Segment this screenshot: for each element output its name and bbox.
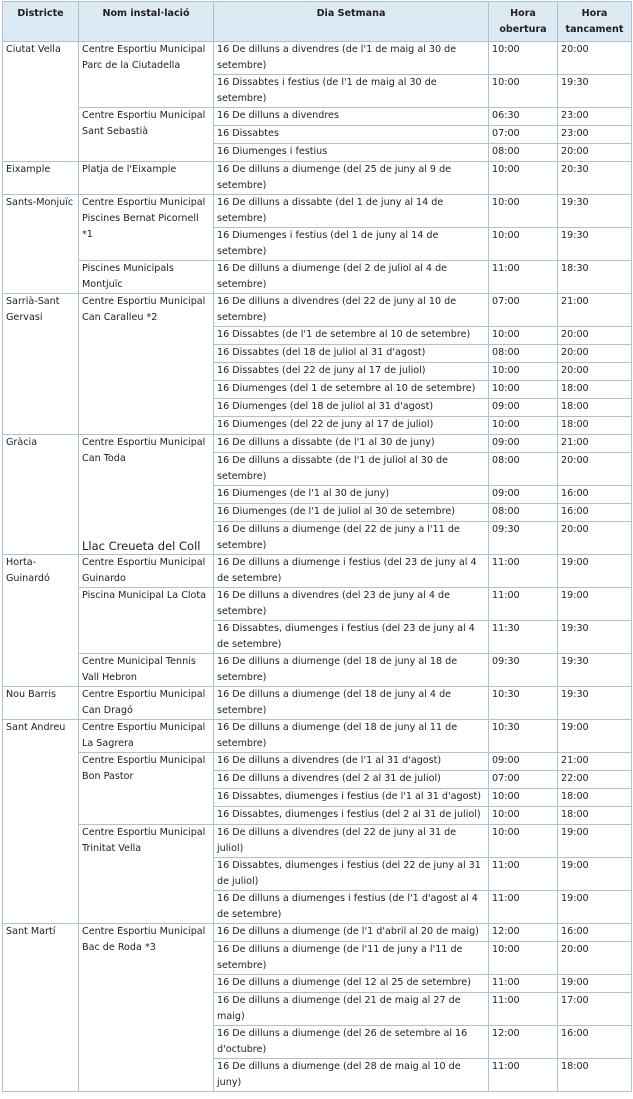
closing-time-cell: 23:00 — [558, 126, 632, 144]
district-cell: Sant Martí — [3, 924, 79, 1092]
closing-time-cell: 18:00 — [558, 399, 632, 417]
district-cell: Sants-Monjuïc — [3, 195, 79, 294]
opening-time-cell: 11:00 — [489, 858, 558, 891]
day-cell: 16 De dilluns a diumenge (del 25 de juny al 9 de setembre) — [214, 162, 489, 195]
opening-time-cell: 08:00 — [489, 453, 558, 486]
day-cell: 16 Dissabtes, diumenges i festius (de l'1 al 31 d'agost) — [214, 789, 489, 807]
day-cell: 16 Dissabtes, diumenges i festius (del 22 de juny al 31 de juliol) — [214, 858, 489, 891]
day-cell: 16 De dilluns a divendres (del 2 al 31 de juliol) — [214, 771, 489, 789]
facility-name: Piscina Municipal La Clota — [82, 590, 207, 601]
day-cell: 16 De dilluns a divendres (del 22 de juny al 31 de juliol) — [214, 825, 489, 858]
table-row — [3, 435, 632, 453]
day-cell: 16 De dilluns a divendres (del 23 de juny al 4 de setembre) — [214, 588, 489, 621]
day-cell: 16 Diumenges (de l'1 al 30 de juny) — [214, 486, 489, 504]
table-body — [3, 42, 632, 1092]
closing-time-cell: 22:00 — [558, 771, 632, 789]
day-cell: 16 Diumenges (del 18 de juliol al 31 d'agost) — [214, 399, 489, 417]
header-row — [3, 2, 632, 42]
closing-time-cell: 19:30 — [558, 621, 632, 654]
closing-time-cell: 19:30 — [558, 75, 632, 108]
opening-time-cell: 10:30 — [489, 687, 558, 720]
day-cell: 16 Dissabtes, diumenges i festius (del 23 de juny al 4 de setembre) — [214, 621, 489, 654]
closing-time-cell: 19:30 — [558, 228, 632, 261]
district-cell: Horta-Guinardó — [3, 555, 79, 687]
facility-name: Centre Esportiu Municipal Sant Sebastià — [82, 110, 206, 137]
opening-time-cell: 10:00 — [489, 75, 558, 108]
day-cell: 16 Diumenges i festius — [214, 144, 489, 162]
facility-cell — [79, 687, 214, 720]
opening-time-cell: 08:00 — [489, 144, 558, 162]
day-cell: 16 Diumenges (de l'1 de juliol al 30 de setembre) — [214, 504, 489, 522]
day-cell: 16 Dissabtes (del 22 de juny al 17 de juliol) — [214, 363, 489, 381]
facility-cell — [79, 924, 214, 1092]
day-cell: 16 Dissabtes i festius (de l'1 de maig al 30 de setembre) — [214, 75, 489, 108]
opening-time-cell: 10:00 — [489, 942, 558, 975]
opening-time-cell: 11:00 — [489, 555, 558, 588]
facility-name: Centre Esportiu Municipal Bon Pastor — [82, 755, 206, 782]
closing-time-cell: 19:30 — [558, 654, 632, 687]
closing-time-cell: 18:30 — [558, 261, 632, 294]
day-cell: 16 Diumenges (del 1 de setembre al 10 de setembre) — [214, 381, 489, 399]
day-cell: 16 De dilluns a diumenge (del 12 al 25 de setembre) — [214, 975, 489, 993]
table-row — [3, 195, 632, 228]
opening-time-cell: 10:00 — [489, 807, 558, 825]
opening-time-cell: 10:00 — [489, 381, 558, 399]
closing-time-cell: 18:00 — [558, 417, 632, 435]
table-row — [3, 42, 632, 75]
closing-time-cell: 23:00 — [558, 108, 632, 126]
closing-time-cell: 19:00 — [558, 975, 632, 993]
facility-cell — [79, 261, 214, 294]
facility-name: Centre Municipal Tennis Vall Hebron — [82, 656, 196, 683]
opening-time-cell: 11:00 — [489, 975, 558, 993]
closing-time-cell: 20:00 — [558, 522, 632, 555]
closing-time-cell: 20:00 — [558, 363, 632, 381]
closing-time-cell: 20:00 — [558, 345, 632, 363]
closing-time-cell: 16:00 — [558, 486, 632, 504]
facility-name: Centre Esportiu Municipal La Sagrera — [82, 722, 206, 749]
day-cell: 16 De dilluns a diumenge i festius (del 23 de juny al 4 de setembre) — [214, 555, 489, 588]
closing-time-cell: 20:00 — [558, 42, 632, 75]
day-cell: 16 De dilluns a divendres (de l'1 al 31 d'agost) — [214, 753, 489, 771]
opening-time-cell: 09:30 — [489, 654, 558, 687]
closing-time-cell: 18:00 — [558, 1059, 632, 1092]
closing-time-cell: 20:00 — [558, 942, 632, 975]
district-cell: Nou Barris — [3, 687, 79, 720]
table-row — [3, 294, 632, 327]
facility-cell — [79, 555, 214, 588]
table-row — [3, 261, 632, 294]
opening-time-cell: 09:30 — [489, 522, 558, 555]
day-cell: 16 Diumenges (del 22 de juny al 17 de juliol) — [214, 417, 489, 435]
opening-time-cell: 10:00 — [489, 162, 558, 195]
closing-time-cell: 19:00 — [558, 858, 632, 891]
table-row — [3, 555, 632, 588]
table-row — [3, 654, 632, 687]
opening-time-cell: 10:00 — [489, 363, 558, 381]
facility-name: Centre Esportiu Municipal Guinardo — [82, 557, 206, 584]
opening-time-cell: 11:00 — [489, 993, 558, 1026]
opening-time-cell: 06:30 — [489, 108, 558, 126]
closing-time-cell: 18:00 — [558, 789, 632, 807]
opening-time-cell: 12:00 — [489, 1026, 558, 1059]
day-cell: 16 De dilluns a diumenges i festius (de l'1 d'agost al 4 de setembre) — [214, 891, 489, 924]
day-cell: 16 De dilluns a diumenge (del 2 de juliol al 4 de setembre) — [214, 261, 489, 294]
closing-time-cell: 16:00 — [558, 924, 632, 942]
district-cell: Gràcia — [3, 435, 79, 555]
opening-time-cell: 12:00 — [489, 924, 558, 942]
closing-time-cell: 20:00 — [558, 144, 632, 162]
opening-time-cell: 10:00 — [489, 327, 558, 345]
day-cell: 16 De dilluns a diumenge (del 21 de maig al 27 de maig) — [214, 993, 489, 1026]
opening-time-cell: 11:30 — [489, 621, 558, 654]
opening-time-cell: 09:00 — [489, 399, 558, 417]
closing-time-cell: 16:00 — [558, 504, 632, 522]
closing-time-cell: 19:00 — [558, 555, 632, 588]
closing-time-cell: 20:00 — [558, 327, 632, 345]
day-cell: 16 De dilluns a diumenge (del 18 de juny al 4 de setembre) — [214, 687, 489, 720]
opening-time-cell: 11:00 — [489, 588, 558, 621]
table-row — [3, 753, 632, 771]
closing-time-cell: 19:30 — [558, 687, 632, 720]
day-cell: 16 Dissabtes — [214, 126, 489, 144]
opening-time-cell: 10:30 — [489, 720, 558, 753]
table-row — [3, 924, 632, 942]
opening-time-cell: 07:00 — [489, 771, 558, 789]
facility-subname: Llac Creueta del Coll — [82, 539, 201, 553]
closing-time-cell: 21:00 — [558, 294, 632, 327]
table-row — [3, 108, 632, 126]
day-cell: 16 De dilluns a diumenge (del 26 de setembre al 16 d'octubre) — [214, 1026, 489, 1059]
closing-time-cell: 19:00 — [558, 891, 632, 924]
closing-time-cell: 19:30 — [558, 195, 632, 228]
facility-cell — [79, 720, 214, 753]
header-district: Districte — [3, 2, 79, 42]
facility-name: Platja de l'Eixample — [82, 164, 177, 175]
closing-time-cell: 19:00 — [558, 720, 632, 753]
facility-cell — [79, 588, 214, 654]
facility-cell — [79, 435, 214, 555]
district-cell: Eixample — [3, 162, 79, 195]
facility-cell — [79, 825, 214, 924]
facility-name: Piscines Municipals Montjuïc — [82, 263, 174, 290]
facility-cell — [79, 162, 214, 195]
header-facility: Nom instal·lació — [79, 2, 214, 42]
opening-time-cell: 10:00 — [489, 195, 558, 228]
district-cell: Sant Andreu — [3, 720, 79, 924]
opening-time-cell: 07:00 — [489, 294, 558, 327]
opening-time-cell: 10:00 — [489, 42, 558, 75]
opening-time-cell: 10:00 — [489, 789, 558, 807]
header-close: Hora tancament — [558, 2, 632, 42]
day-cell: 16 De dilluns a diumenge (del 28 de maig al 10 de juny) — [214, 1059, 489, 1092]
opening-time-cell: 10:00 — [489, 228, 558, 261]
opening-time-cell: 09:00 — [489, 435, 558, 453]
day-cell: 16 De dilluns a divendres (del 22 de juny al 10 de setembre) — [214, 294, 489, 327]
facility-cell — [79, 108, 214, 162]
facility-name: Centre Esportiu Municipal Piscines Bernat Picornell *1 — [82, 197, 206, 240]
table-row — [3, 162, 632, 195]
opening-time-cell: 08:00 — [489, 345, 558, 363]
day-cell: 16 Dissabtes, diumenges i festius (del 2 al 31 de juliol) — [214, 807, 489, 825]
opening-time-cell: 11:00 — [489, 891, 558, 924]
closing-time-cell: 20:30 — [558, 162, 632, 195]
opening-time-cell: 11:00 — [489, 261, 558, 294]
opening-time-cell: 08:00 — [489, 504, 558, 522]
day-cell: 16 De dilluns a divendres — [214, 108, 489, 126]
facility-cell — [79, 294, 214, 435]
closing-time-cell: 21:00 — [558, 435, 632, 453]
closing-time-cell: 18:00 — [558, 381, 632, 399]
opening-time-cell: 10:00 — [489, 417, 558, 435]
table-row — [3, 588, 632, 621]
table-row — [3, 720, 632, 753]
closing-time-cell: 16:00 — [558, 1026, 632, 1059]
day-cell: 16 De dilluns a divendres (de l'1 de maig al 30 de setembre) — [214, 42, 489, 75]
day-cell: 16 De dilluns a diumenge (de l'11 de juny a l'11 de setembre) — [214, 942, 489, 975]
day-cell: 16 De dilluns a diumenge (del 22 de juny a l'11 de setembre) — [214, 522, 489, 555]
closing-time-cell: 18:00 — [558, 807, 632, 825]
closing-time-cell: 20:00 — [558, 453, 632, 486]
table-row — [3, 687, 632, 720]
opening-time-cell: 09:00 — [489, 486, 558, 504]
opening-hours-table — [2, 1, 632, 1092]
facility-name: Centre Esportiu Municipal Bac de Roda *3 — [82, 926, 206, 953]
day-cell: 16 Dissabtes (del 18 de juliol al 31 d'agost) — [214, 345, 489, 363]
day-cell: 16 De dilluns a diumenge (del 18 de juny al 11 de setembre) — [214, 720, 489, 753]
closing-time-cell: 19:00 — [558, 825, 632, 858]
facility-name: Centre Esportiu Municipal Can Caralleu *2 — [82, 296, 206, 323]
header-open: Hora obertura — [489, 2, 558, 42]
facility-name: Centre Esportiu Municipal Trinitat Vella — [82, 827, 206, 854]
closing-time-cell: 21:00 — [558, 753, 632, 771]
facility-cell — [79, 753, 214, 825]
closing-time-cell: 17:00 — [558, 993, 632, 1026]
facility-name: Centre Esportiu Municipal Can Dragó — [82, 689, 206, 716]
day-cell: 16 De dilluns a diumenge (del 18 de juny al 18 de setembre) — [214, 654, 489, 687]
opening-time-cell: 07:00 — [489, 126, 558, 144]
day-cell: 16 Diumenges i festius (del 1 de juny al 14 de setembre) — [214, 228, 489, 261]
opening-time-cell: 10:00 — [489, 825, 558, 858]
opening-time-cell: 09:00 — [489, 753, 558, 771]
day-cell: 16 De dilluns a dissabte (de l'1 al 30 de juny) — [214, 435, 489, 453]
facility-name: Centre Esportiu Municipal Parc de la Ciutadella — [82, 44, 206, 71]
district-cell: Sarrià-Sant Gervasi — [3, 294, 79, 435]
table-row — [3, 825, 632, 858]
facility-cell — [79, 654, 214, 687]
header-day: Dia Setmana — [214, 2, 489, 42]
day-cell: 16 De dilluns a dissabte (del 1 de juny al 14 de setembre) — [214, 195, 489, 228]
opening-time-cell: 11:00 — [489, 1059, 558, 1092]
facility-cell — [79, 195, 214, 261]
day-cell: 16 De dilluns a dissabte (de l'1 de juliol al 30 de setembre) — [214, 453, 489, 486]
day-cell: 16 Dissabtes (de l'1 de setembre al 10 de setembre) — [214, 327, 489, 345]
day-cell: 16 De dilluns a diumenge (de l'1 d'abril al 20 de maig) — [214, 924, 489, 942]
facility-name: Centre Esportiu Municipal Can Toda — [82, 437, 206, 464]
facility-cell — [79, 42, 214, 108]
district-cell: Ciutat Vella — [3, 42, 79, 162]
closing-time-cell: 19:00 — [558, 588, 632, 621]
